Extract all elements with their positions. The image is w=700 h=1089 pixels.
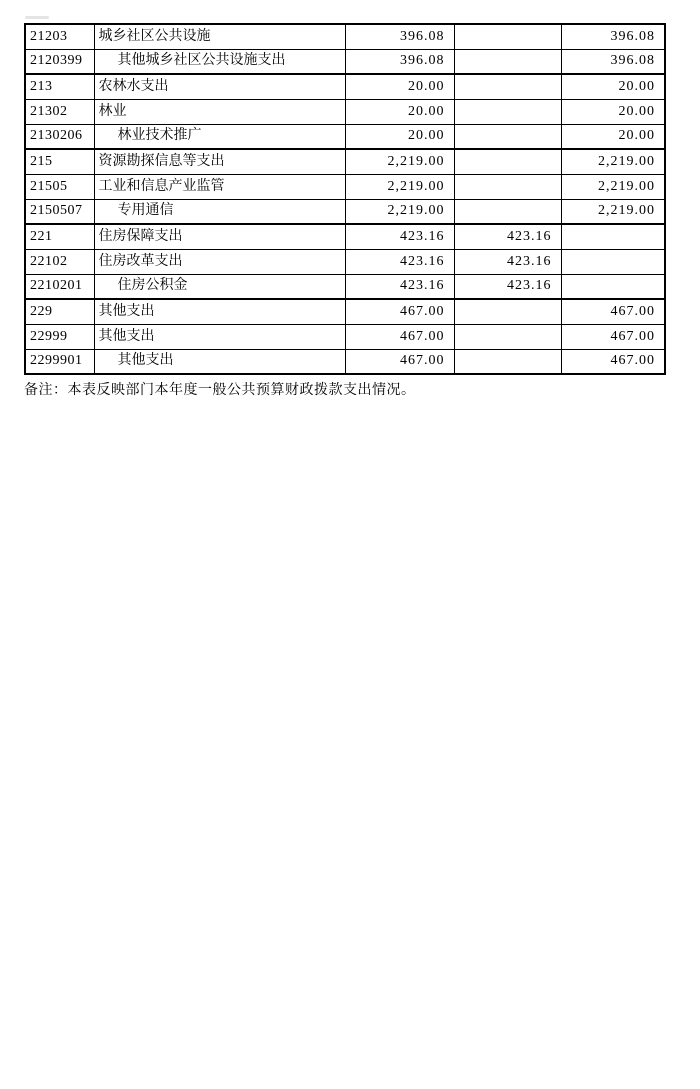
table-row — [25, 324, 665, 349]
table-row — [25, 174, 665, 199]
code-cell: 2210201 — [25, 274, 94, 299]
amount2-cell: 423.16 — [454, 274, 561, 299]
amount2-cell — [454, 124, 561, 149]
table-row — [25, 199, 665, 224]
table-row — [25, 124, 665, 149]
amount1-cell: 467.00 — [345, 324, 454, 349]
scan-artifact — [25, 16, 49, 19]
amount2-cell — [454, 199, 561, 224]
amount1-cell: 2,219.00 — [345, 199, 454, 224]
amount1-cell: 20.00 — [345, 74, 454, 99]
table-row — [25, 149, 665, 174]
amount2-cell — [454, 99, 561, 124]
code-cell: 215 — [25, 149, 94, 174]
code-cell: 21505 — [25, 174, 94, 199]
table-row — [25, 74, 665, 99]
code-cell: 22999 — [25, 324, 94, 349]
code-cell: 221 — [25, 224, 94, 249]
name-cell: 专用通信 — [94, 199, 345, 224]
name-cell: 城乡社区公共设施 — [94, 24, 345, 49]
amount2-cell — [454, 74, 561, 99]
amount1-cell: 423.16 — [345, 224, 454, 249]
table-row — [25, 49, 665, 74]
amount1-cell: 423.16 — [345, 274, 454, 299]
name-cell: 林业技术推广 — [94, 124, 345, 149]
name-cell: 林业 — [94, 99, 345, 124]
amount3-cell — [561, 249, 665, 274]
name-cell: 其他支出 — [94, 324, 345, 349]
name-cell: 住房改革支出 — [94, 249, 345, 274]
amount3-cell: 467.00 — [561, 299, 665, 324]
amount1-cell: 2,219.00 — [345, 174, 454, 199]
table-row — [25, 299, 665, 324]
amount2-cell — [454, 149, 561, 174]
code-cell: 229 — [25, 299, 94, 324]
amount2-cell — [454, 299, 561, 324]
amount1-cell: 396.08 — [345, 49, 454, 74]
code-cell: 21302 — [25, 99, 94, 124]
amount3-cell — [561, 274, 665, 299]
amount3-cell: 20.00 — [561, 124, 665, 149]
amount2-cell: 423.16 — [454, 249, 561, 274]
amount1-cell: 20.00 — [345, 124, 454, 149]
amount1-cell: 467.00 — [345, 299, 454, 324]
amount2-cell — [454, 324, 561, 349]
name-cell: 其他城乡社区公共设施支出 — [94, 49, 345, 74]
amount1-cell: 396.08 — [345, 24, 454, 49]
table-row — [25, 349, 665, 374]
name-cell: 工业和信息产业监管 — [94, 174, 345, 199]
name-cell: 其他支出 — [94, 349, 345, 374]
amount3-cell: 467.00 — [561, 349, 665, 374]
name-cell: 资源勘探信息等支出 — [94, 149, 345, 174]
code-cell: 22102 — [25, 249, 94, 274]
amount1-cell: 2,219.00 — [345, 149, 454, 174]
name-cell: 农林水支出 — [94, 74, 345, 99]
name-cell: 住房公积金 — [94, 274, 345, 299]
code-cell: 2130206 — [25, 124, 94, 149]
table-row — [25, 249, 665, 274]
code-cell: 21203 — [25, 24, 94, 49]
amount1-cell: 467.00 — [345, 349, 454, 374]
amount3-cell: 396.08 — [561, 49, 665, 74]
table-row — [25, 99, 665, 124]
budget-table — [24, 23, 666, 375]
table-row — [25, 24, 665, 49]
code-cell: 2120399 — [25, 49, 94, 74]
amount1-cell: 20.00 — [345, 99, 454, 124]
budget-table-body — [25, 24, 665, 374]
amount2-cell — [454, 349, 561, 374]
amount2-cell — [454, 24, 561, 49]
amount3-cell — [561, 224, 665, 249]
note-text: 备注：本表反映部门本年度一般公共预算财政拨款支出情况。 — [24, 383, 416, 398]
amount3-cell: 2,219.00 — [561, 174, 665, 199]
amount3-cell: 2,219.00 — [561, 149, 665, 174]
table-row — [25, 224, 665, 249]
code-cell: 2150507 — [25, 199, 94, 224]
name-cell: 其他支出 — [94, 299, 345, 324]
amount3-cell: 467.00 — [561, 324, 665, 349]
name-cell: 住房保障支出 — [94, 224, 345, 249]
amount2-cell: 423.16 — [454, 224, 561, 249]
code-cell: 2299901 — [25, 349, 94, 374]
amount3-cell: 20.00 — [561, 99, 665, 124]
table-row — [25, 274, 665, 299]
amount2-cell — [454, 174, 561, 199]
amount3-cell: 20.00 — [561, 74, 665, 99]
amount3-cell: 2,219.00 — [561, 199, 665, 224]
amount2-cell — [454, 49, 561, 74]
code-cell: 213 — [25, 74, 94, 99]
amount3-cell: 396.08 — [561, 24, 665, 49]
amount1-cell: 423.16 — [345, 249, 454, 274]
